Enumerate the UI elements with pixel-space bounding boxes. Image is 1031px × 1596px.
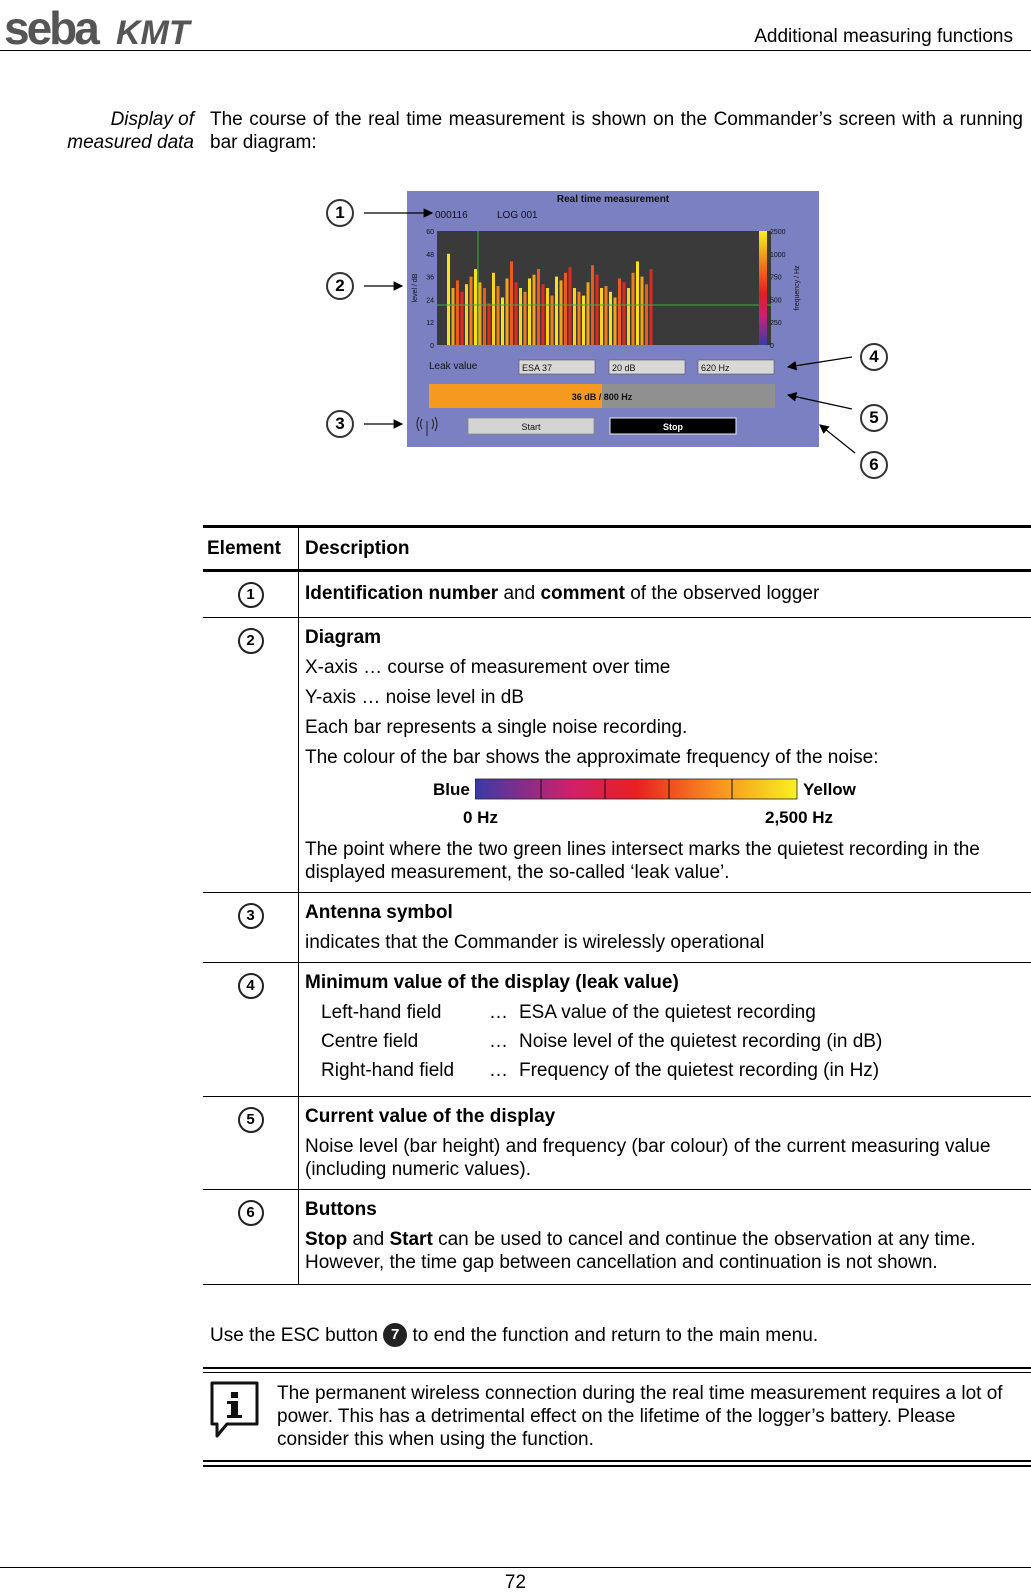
- row6-title: Buttons: [305, 1199, 377, 1220]
- note-rule: [203, 1460, 1031, 1462]
- callout-6: 6: [860, 451, 888, 479]
- svg-text:seba: seba: [4, 6, 97, 50]
- y-tick-label: 60: [426, 229, 434, 236]
- field-row-right: [321, 1059, 1025, 1082]
- intro-paragraph: The course of the real time measurement is shown on the Commander’s screen with a running bar diagram:: [210, 109, 1023, 153]
- margin-label: [10, 108, 194, 154]
- y-tick-label: 36: [426, 274, 434, 282]
- row2-each-bar: Each bar represents a single noise recording.: [305, 717, 688, 738]
- row5-title: Current value of the display: [305, 1106, 556, 1127]
- current-value-text: 36 dB / 800 Hz: [571, 392, 633, 402]
- callout-4: 4: [860, 343, 888, 371]
- margin-label-line1: Display of: [110, 109, 194, 130]
- field-sep: …: [489, 1002, 508, 1023]
- esc-key-7-icon: 7: [383, 1323, 407, 1347]
- y-tick-label: 12: [426, 320, 434, 328]
- row6-stop: Stop: [305, 1229, 348, 1250]
- row2-colour: The colour of the bar shows the approximate frequency of the noise:: [305, 747, 879, 768]
- frequency-tick-label: 0: [770, 343, 774, 350]
- element-description-table: [203, 525, 1031, 1285]
- row1-bold2: comment: [540, 583, 625, 604]
- note-rule: [203, 1465, 1031, 1467]
- note-rule: [203, 1372, 1031, 1373]
- callout-3: 3: [326, 410, 354, 438]
- row2-y-axis: Y-axis … noise level in dB: [305, 687, 524, 708]
- callout-2: 2: [326, 272, 354, 300]
- row1-rest: of the observed logger: [630, 583, 820, 604]
- field-name: Left-hand field: [321, 1002, 442, 1023]
- esc-before: Use the ESC button: [210, 1325, 378, 1346]
- element-number-6: 6: [238, 1200, 264, 1226]
- row3-title: Antenna symbol: [305, 902, 453, 923]
- element-number-5: 5: [238, 1107, 264, 1133]
- table-header-row: [203, 527, 1031, 571]
- footer-divider: [0, 1567, 1031, 1568]
- row5-text: Noise level (bar height) and frequency (bar colour) of the current measuring value (including numeric values).: [305, 1136, 991, 1180]
- header-divider: [0, 50, 1031, 51]
- scale-yellow-label: Yellow: [803, 780, 856, 799]
- col-description-header: Description: [305, 538, 410, 559]
- field-sep: …: [489, 1031, 508, 1052]
- callout-5: 5: [860, 404, 888, 432]
- row4-title: Minimum value of the display (leak value): [305, 972, 679, 993]
- scale-max-label: 2,500 Hz: [765, 808, 834, 827]
- row2-point: The point where the two green lines intersect marks the quietest recording in the displayed measurement, the so-called ‘leak value’.: [305, 839, 980, 883]
- element-number-2: 2: [238, 628, 264, 654]
- esc-instruction: [210, 1323, 818, 1347]
- element-number-3: 3: [238, 903, 264, 929]
- y-tick-label: 48: [426, 251, 434, 259]
- frequency-tick-label: 250: [770, 320, 782, 328]
- col-element-header: Element: [203, 527, 299, 571]
- frequency-tick-label: 1000: [770, 251, 786, 259]
- screen-comment: LOG 001: [497, 210, 538, 221]
- y-axis-label: level / dB: [412, 273, 419, 303]
- screen-id-number: 000116: [435, 210, 468, 221]
- row2-x-axis: X-axis … course of measurement over time: [305, 657, 671, 678]
- frequency-axis-label: frequency / Hz: [794, 265, 801, 311]
- leak-value-label: Leak value: [429, 361, 478, 372]
- note-rule: [203, 1367, 1031, 1369]
- frequency-tick-label: 750: [770, 274, 782, 282]
- y-tick-label: 24: [426, 297, 434, 305]
- info-icon: [209, 1380, 261, 1442]
- element-number-1: 1: [238, 582, 264, 608]
- row6-start: Start: [389, 1229, 433, 1250]
- field-sep: …: [489, 1060, 508, 1081]
- leak-esa-value: ESA 37: [522, 363, 553, 373]
- margin-label-line2: measured data: [67, 132, 194, 153]
- frequency-tick-label: 2500: [770, 229, 786, 236]
- scale-gradient: [475, 778, 799, 800]
- row1-bold1: Identification number: [305, 583, 499, 604]
- table-row: [203, 571, 1031, 618]
- table-row: [203, 1190, 1031, 1285]
- table-row: [203, 963, 1031, 1097]
- frequency-tick-label: 500: [770, 297, 782, 305]
- page-header-title: Additional measuring functions: [754, 26, 1013, 47]
- field-row-left: [321, 1001, 1025, 1024]
- table-row: [203, 1097, 1031, 1190]
- element-number-4: 4: [238, 973, 264, 999]
- esc-after: to end the function and return to the main menu.: [412, 1325, 819, 1346]
- scale-blue-label: Blue: [433, 780, 470, 799]
- svg-text:KMT: KMT: [116, 14, 190, 50]
- leak-db-value: 20 dB: [612, 363, 636, 373]
- frequency-colour-scale: [305, 776, 1025, 832]
- sebakmt-logo: [4, 6, 226, 50]
- field-row-centre: [321, 1030, 1025, 1053]
- row1-and: and: [503, 583, 536, 604]
- field-name: Right-hand field: [321, 1060, 455, 1081]
- start-button-label: Start: [521, 422, 541, 432]
- field-desc: ESA value of the quietest recording: [519, 1002, 816, 1023]
- page-number: 72: [504, 1572, 527, 1593]
- row6-text: can be used to cancel and continue the observation at any time. However, the time gap between cancellation and continuation is not shown.: [305, 1229, 976, 1273]
- table-row: [203, 893, 1031, 963]
- leak-hz-value: 620 Hz: [701, 363, 730, 373]
- field-desc: Noise level of the quietest recording (in dB): [519, 1031, 883, 1052]
- scale-min-label: 0 Hz: [463, 808, 498, 827]
- field-name: Centre field: [321, 1031, 419, 1052]
- row3-text: indicates that the Commander is wirelessly operational: [305, 932, 765, 953]
- note-text: The permanent wireless connection during the real time measurement requires a lot of power. This has a detrimental effect on the lifetime of the logger’s battery. Please consider this when using the function.: [277, 1383, 1003, 1450]
- row6-and: and: [352, 1229, 385, 1250]
- row2-title: Diagram: [305, 627, 382, 648]
- table-row: [203, 618, 1031, 893]
- field-desc: Frequency of the quietest recording (in Hz): [519, 1060, 880, 1081]
- callout-arrows: [300, 185, 940, 485]
- screen-title: Real time measurement: [556, 194, 670, 205]
- stop-button-label: Stop: [663, 422, 683, 432]
- callout-1: 1: [326, 199, 354, 227]
- y-tick-label: 0: [430, 343, 434, 350]
